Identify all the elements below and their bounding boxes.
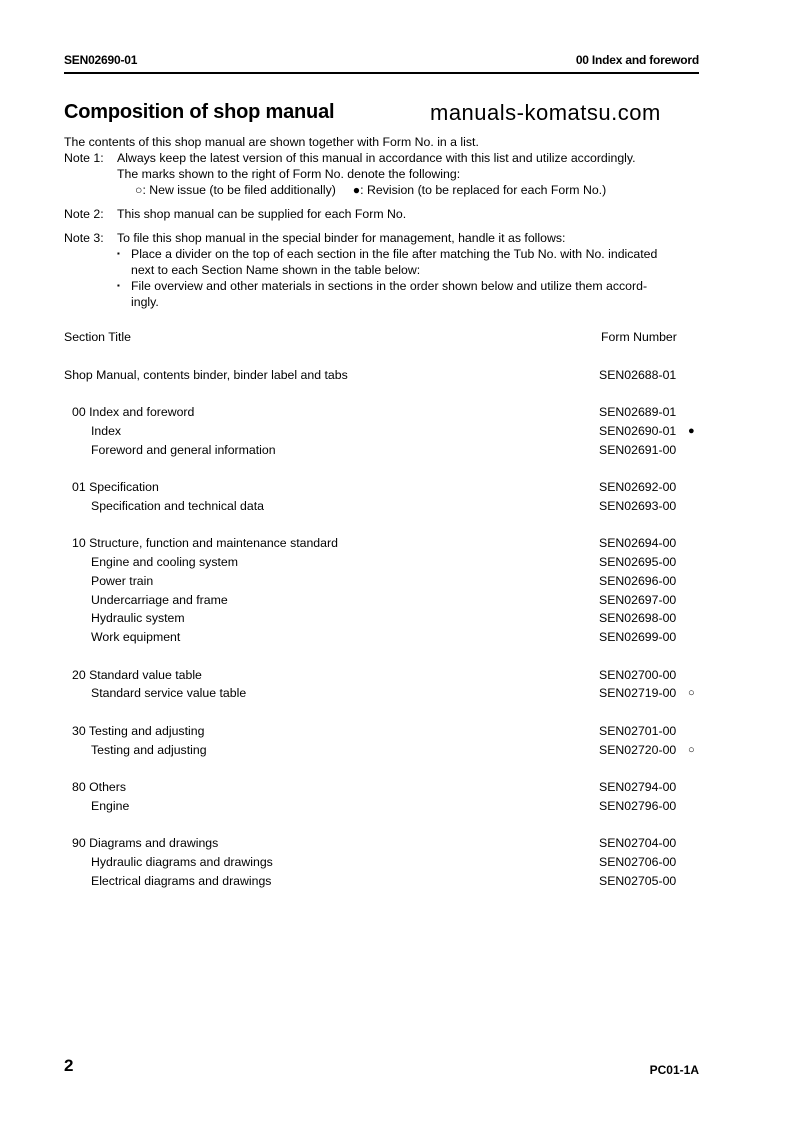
note-text: This shop manual can be supplied for each Form No. (117, 207, 407, 221)
section-title: Hydraulic system (91, 611, 185, 626)
section-title: Power train (91, 573, 154, 588)
legend-new-text: : New issue (to be filed additionally) (142, 183, 336, 197)
table-row (64, 403, 704, 422)
note-3 (64, 230, 704, 246)
new-issue-mark-icon: ○ (688, 743, 695, 756)
section-group (64, 722, 704, 760)
section-title: Undercarriage and frame (91, 592, 228, 607)
note-text: Always keep the latest version of this manual in accordance with this list and utilize accordingly. (117, 151, 636, 165)
form-number: SEN02696-00 (599, 573, 677, 588)
table-row (64, 422, 704, 441)
section-title: 20 Standard value table (72, 667, 202, 682)
revision-mark-icon: ● (352, 183, 361, 197)
section-group (64, 666, 704, 704)
table-row (64, 778, 704, 797)
note-1 (64, 150, 704, 166)
section-title: Hydraulic diagrams and drawings (91, 855, 273, 869)
section-group (64, 478, 704, 516)
table-row (64, 553, 704, 572)
column-header-form: Form Number (601, 330, 677, 344)
new-issue-mark-icon: ○ (135, 183, 143, 197)
section-title: Engine and cooling system (91, 555, 238, 569)
section-group (64, 534, 704, 647)
form-number: SEN02688-01 (599, 367, 677, 382)
bullet-item (64, 246, 704, 262)
form-number: SEN02692-00 (599, 480, 677, 494)
bullet-icon: ▪ (117, 281, 120, 290)
table-row (64, 497, 704, 516)
contents-table (64, 328, 704, 891)
table-row (64, 722, 704, 741)
section-title: Work equipment (91, 630, 181, 644)
form-number: SEN02694-00 (599, 536, 677, 551)
note-text: The marks shown to the right of Form No. denote the following: (117, 167, 461, 181)
header-doc-id: SEN02690-01 (64, 53, 138, 67)
bullet-text: ingly. (131, 295, 159, 309)
column-header-section: Section Title (64, 330, 131, 344)
notes-block (64, 134, 704, 310)
bullet-icon: ▪ (117, 249, 120, 258)
bullet-text: next to each Section Name shown in the table below: (131, 263, 421, 277)
form-number: SEN02691-00 (599, 442, 677, 457)
section-title: 10 Structure, function and maintenance standard (72, 536, 338, 551)
table-row (64, 797, 704, 816)
bullet-item (64, 278, 704, 294)
section-title: Engine (91, 798, 130, 813)
table-row (64, 741, 704, 760)
section-title: 30 Testing and adjusting (72, 723, 205, 738)
note-label: Note 3: (64, 231, 104, 245)
form-number: SEN02704-00 (599, 836, 677, 851)
section-group (64, 834, 704, 890)
table-row (64, 441, 704, 460)
section-title: 90 Diagrams and drawings (72, 836, 219, 851)
table-row (64, 366, 704, 385)
table-row (64, 834, 704, 853)
table-row (64, 628, 704, 647)
section-title: Electrical diagrams and drawings (91, 873, 272, 888)
revision-mark-icon: ● (688, 424, 695, 437)
table-row (64, 572, 704, 591)
legend-revision-text: : Revision (to be replaced for each Form No.) (360, 183, 607, 197)
table-row (64, 684, 704, 703)
section-group (64, 403, 704, 459)
form-number: SEN02796-00 (599, 798, 677, 813)
page-number: 2 (64, 1056, 74, 1075)
form-number: SEN02700-00 (599, 667, 677, 682)
form-number: SEN02699-00 (599, 630, 677, 644)
note-label: Note 1: (64, 151, 104, 165)
watermark: manuals-komatsu.com (430, 100, 661, 125)
note-text: To file this shop manual in the special binder for management, handle it as follows: (117, 231, 566, 245)
form-number: SEN02695-00 (599, 555, 677, 569)
form-number: SEN02690-01 (599, 423, 677, 438)
bullet-text: Place a divider on the top of each section in the file after matching the Tub No. with No. indicated (131, 247, 658, 261)
form-number: SEN02697-00 (599, 592, 677, 607)
section-group (64, 366, 704, 385)
table-row (64, 872, 704, 891)
section-title: 01 Specification (72, 480, 159, 494)
table-row (64, 666, 704, 685)
form-number: SEN02794-00 (599, 780, 677, 794)
section-title: Testing and adjusting (91, 742, 207, 757)
model-code: PC01-1A (649, 1063, 699, 1077)
form-number: SEN02689-01 (599, 405, 677, 419)
note-2 (64, 206, 704, 222)
section-title: Foreword and general information (91, 442, 276, 457)
form-number: SEN02706-00 (599, 855, 677, 869)
section-title: Standard service value table (91, 686, 247, 701)
header-section: 00 Index and foreword (575, 53, 699, 67)
form-number: SEN02720-00 (599, 742, 677, 757)
new-issue-mark-icon: ○ (688, 687, 695, 700)
form-number: SEN02693-00 (599, 498, 677, 513)
section-title: Shop Manual, contents binder, binder label and tabs (64, 367, 348, 382)
header-rule (64, 72, 699, 74)
intro-text: The contents of this shop manual are shown together with Form No. in a list. (64, 135, 479, 149)
page-title: Composition of shop manual (64, 101, 335, 123)
section-title: 00 Index and foreword (72, 405, 195, 419)
section-group (64, 778, 704, 816)
table-row (64, 534, 704, 553)
form-number: SEN02701-00 (599, 723, 677, 738)
table-row (64, 478, 704, 497)
table-row (64, 853, 704, 872)
section-title: Index (91, 423, 122, 438)
table-header (64, 328, 704, 347)
form-number: SEN02705-00 (599, 873, 677, 888)
table-row (64, 609, 704, 628)
form-number: SEN02698-00 (599, 611, 677, 626)
form-number: SEN02719-00 (599, 686, 677, 701)
table-row (64, 591, 704, 610)
legend (64, 182, 704, 198)
bullet-text: File overview and other materials in sections in the order shown below and utilize them accord- (131, 279, 648, 293)
section-title: 80 Others (72, 780, 126, 794)
section-title: Specification and technical data (91, 498, 264, 513)
note-label: Note 2: (64, 207, 104, 221)
